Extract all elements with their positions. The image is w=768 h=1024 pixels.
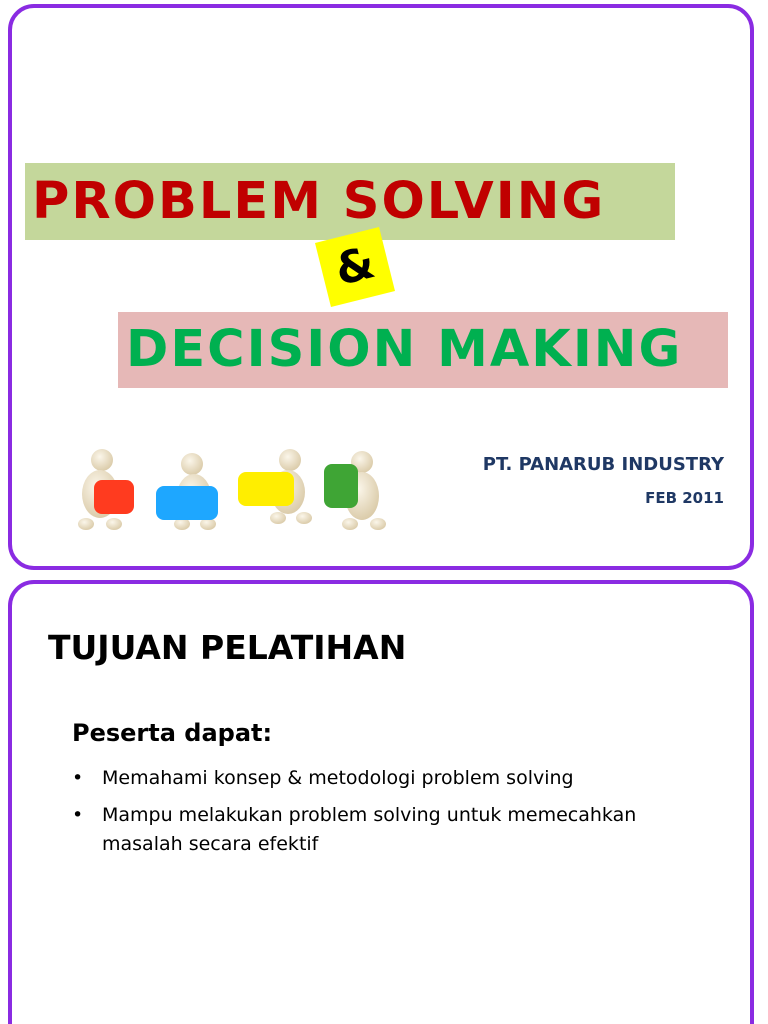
ampersand-text: & [330, 237, 380, 296]
blue-puzzle-piece-icon [156, 486, 218, 520]
figure-green-piece [324, 451, 386, 530]
figure-red-piece [78, 449, 134, 530]
title-problem-solving: PROBLEM SOLVING [32, 172, 606, 231]
title-decision-making: DECISION MAKING [126, 320, 683, 379]
yellow-puzzle-piece-icon [238, 472, 294, 506]
bullet-icon: • [72, 804, 84, 826]
title-slide [8, 4, 754, 570]
red-puzzle-piece-icon [94, 480, 134, 514]
figure-yellow-piece [238, 449, 312, 524]
list-item [72, 801, 672, 859]
puzzle-people-illustration [52, 442, 392, 534]
green-puzzle-piece-icon [324, 464, 358, 508]
objectives-slide [8, 580, 754, 1024]
list-item [72, 764, 672, 793]
presentation-date: FEB 2011 [645, 489, 724, 507]
list-item-text: Mampu melakukan problem solving untuk memecahkan masalah secara efektif [102, 804, 637, 855]
slide-subtitle: Peserta dapat: [72, 719, 273, 747]
company-name: PT. PANARUB INDUSTRY [482, 454, 724, 475]
figure-blue-piece [156, 453, 218, 530]
list-item-text: Memahami konsep & metodologi problem solving [102, 767, 574, 789]
objectives-list [72, 764, 672, 867]
bullet-icon: • [72, 767, 84, 789]
slide-title: TUJUAN PELATIHAN [48, 628, 407, 667]
